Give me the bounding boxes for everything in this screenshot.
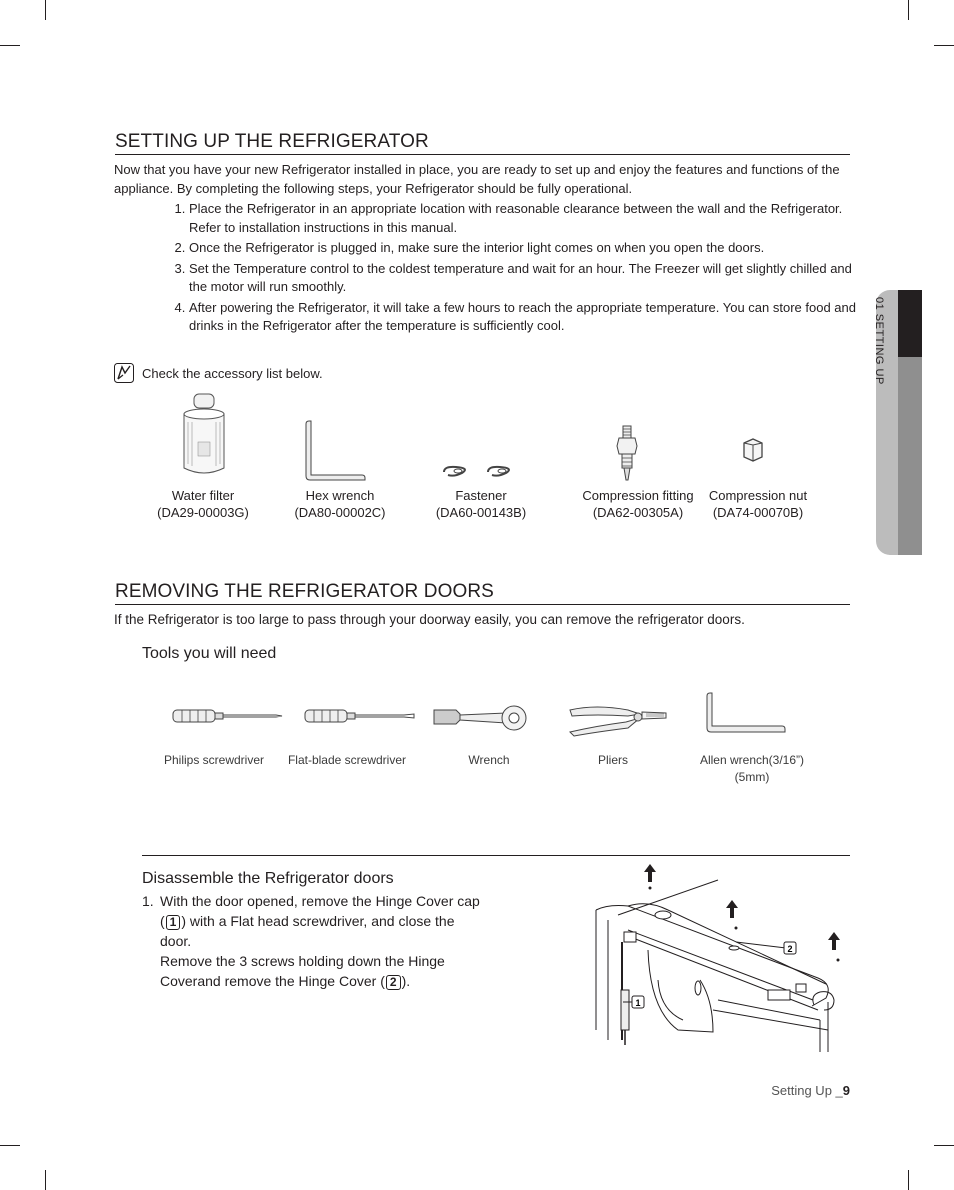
tool-extra: (5mm): [734, 770, 770, 784]
accessory-compression-nut: [688, 488, 828, 521]
fastener-image: [440, 462, 524, 482]
crop-mark: [0, 45, 20, 46]
section-tab-label: 01 SETTING UP: [873, 297, 885, 385]
pliers-image: [566, 702, 670, 738]
step-text: ).: [401, 973, 411, 989]
crop-mark: [934, 1145, 954, 1146]
step-line: Remove the 3 screws holding down the Hinge: [160, 953, 445, 969]
tool-name: Philips screwdriver: [163, 753, 265, 767]
callout-badge-1: 1: [166, 915, 181, 930]
accessory-name: Fastener: [455, 488, 507, 503]
section-title-setting-up: SETTING UP THE REFRIGERATOR: [115, 131, 850, 155]
tool-allen-wrench: [682, 752, 822, 786]
crop-mark: [45, 0, 46, 20]
step-line: With the door opened, remove the Hinge Cover cap: [160, 893, 480, 909]
accessory-code: (DA29-00003G): [157, 504, 249, 520]
allen-wrench-image: [704, 692, 786, 736]
note-text: Check the accessory list below.: [142, 366, 323, 381]
compression-fitting-image: [614, 424, 640, 484]
crop-mark: [908, 0, 909, 20]
crop-mark: [908, 1170, 909, 1190]
setup-steps: [173, 200, 861, 338]
setup-intro: Now that you have your new Refrigerator installed in place, you are ready to set up and enjoy the features and functions of the appliance. By completing the following steps, your Refrigerator should be fully operational.: [114, 162, 840, 196]
hinge-cover-illustration: [588, 860, 850, 1055]
compression-nut-image: [741, 437, 765, 463]
tool-pliers: [543, 752, 683, 769]
step-line: [160, 971, 530, 991]
tool-name: Allen wrench(3/16”): [699, 753, 805, 767]
setup-step: 2. Once the Refrigerator is plugged in, make sure the interior light comes on when you open the doors.: [189, 239, 861, 258]
accessory-name: Water filter: [171, 488, 235, 503]
setup-step: 4. After powering the Refrigerator, it will take a few hours to reach the appropriate temperature. You can store food and drinks in the Refrigerator after the temperature is sufficiently cool.: [189, 299, 861, 336]
disassemble-step: [142, 891, 530, 991]
note-icon: [114, 363, 134, 383]
tool-wrench: [419, 752, 559, 769]
accessory-name: Hex wrench: [305, 488, 375, 503]
section-tab-band: [898, 357, 922, 555]
disassemble-heading: Disassemble the Refrigerator doors: [142, 870, 394, 887]
page-footer: [740, 1083, 850, 1098]
tool-name: Wrench: [468, 753, 510, 767]
flat-blade-screwdriver-image: [304, 707, 416, 725]
accessory-name: Compression nut: [708, 488, 808, 503]
tool-flat-blade-screwdriver: [277, 752, 417, 769]
accessory-code: (DA62-00305A): [592, 504, 684, 520]
setup-step: 1. Place the Refrigerator in an appropriate location with reasonable clearance between the wall and the Refrigerator. Refer to installation instructions in this manual.: [189, 200, 861, 237]
accessory-code: (DA80-00002C): [294, 504, 386, 520]
philips-screwdriver-image: [172, 707, 284, 725]
setup-step: 3. Set the Temperature control to the coldest temperature and wait for an hour. The Freezer will get slightly chilled and the motor will run smoothly.: [189, 260, 861, 297]
water-filter-image: [178, 392, 230, 478]
wrench-image: [432, 704, 528, 736]
accessory-hex-wrench: [270, 488, 410, 521]
tools-heading: Tools you will need: [142, 645, 277, 662]
step-text: ) with a Flat head screwdriver, and close the: [181, 913, 455, 929]
accessory-code: (DA60-00143B): [435, 504, 527, 520]
divider: [142, 855, 850, 856]
removing-intro: If the Refrigerator is too large to pass through your doorway easily, you can remove the refrigerator doors.: [114, 612, 745, 627]
accessory-code: (DA74-00070B): [712, 504, 804, 520]
accessory-fastener: [411, 488, 551, 521]
crop-mark: [934, 45, 954, 46]
step-text: (: [160, 913, 165, 929]
accessory-compression-fitting: [568, 488, 708, 521]
disassemble-steps: [142, 891, 530, 991]
hex-wrench-image: [304, 420, 366, 484]
tool-name: Pliers: [597, 753, 628, 767]
accessory-water-filter: [133, 488, 273, 521]
crop-mark: [45, 1170, 46, 1190]
footer-label: Setting Up _: [771, 1083, 843, 1098]
tool-name: Flat-blade screwdriver: [287, 753, 407, 767]
callout-1-label: 1: [635, 998, 641, 1008]
accessory-name: Compression fitting: [582, 488, 694, 503]
step-number: 1.: [142, 893, 154, 909]
crop-mark: [0, 1145, 20, 1146]
step-line: door.: [160, 933, 192, 949]
step-line: [160, 911, 530, 931]
tool-philips-screwdriver: [144, 752, 284, 769]
page-number: 9: [842, 1083, 850, 1098]
step-text: Coverand remove the Hinge Cover (: [160, 973, 385, 989]
section-tab-marker: [898, 290, 922, 357]
section-title-removing-doors: REMOVING THE REFRIGERATOR DOORS: [115, 581, 850, 605]
callout-badge-2: 2: [386, 975, 401, 990]
callout-2-label: 2: [787, 944, 793, 954]
